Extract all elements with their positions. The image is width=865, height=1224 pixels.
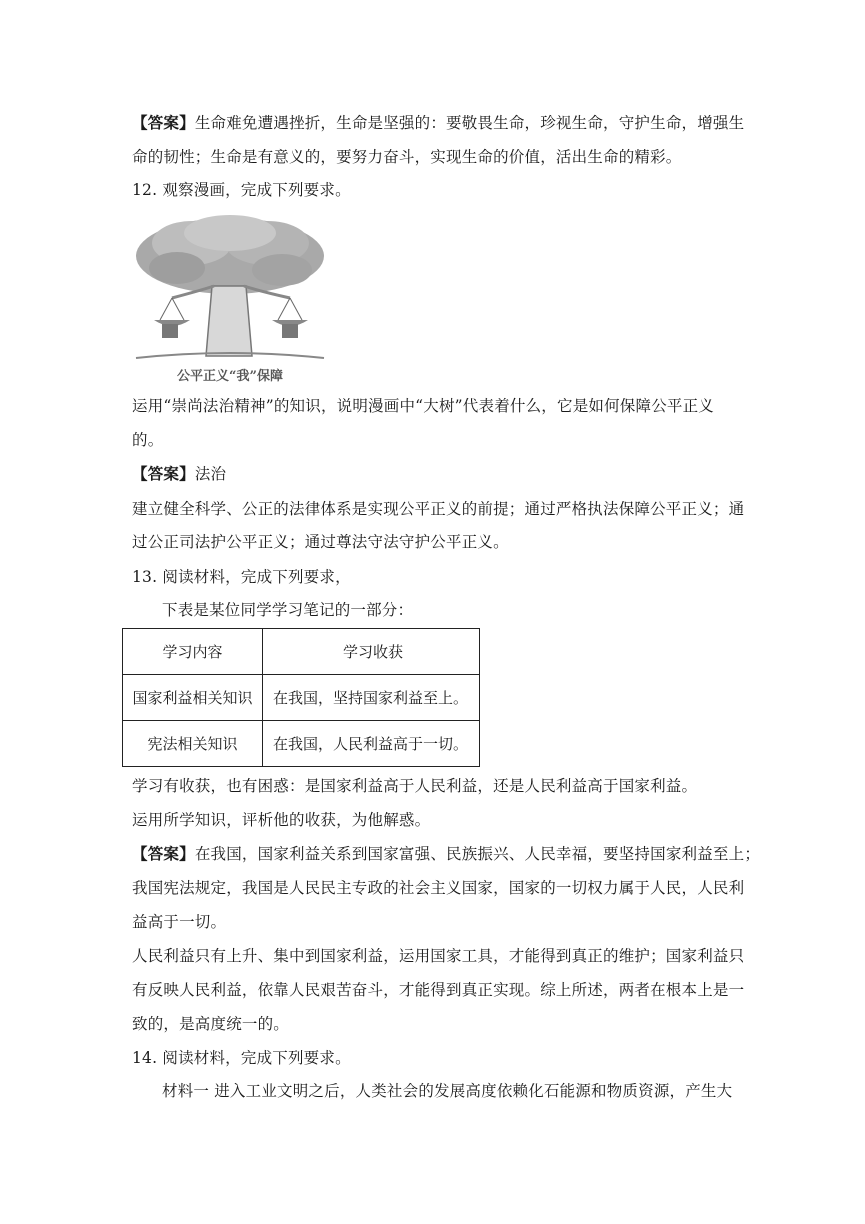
answer-tag: 【答案】 [132,113,195,132]
question-12-title: 12. 观察漫画，完成下列要求。 [132,181,351,199]
question-12-prompt-line-1: 运用“崇尚法治精神”的知识，说明漫画中“大树”代表着什么，它是如何保障公平正义 [132,397,714,415]
answer-13-line-2: 我国宪法规定，我国是人民民主专政的社会主义国家，国家的一切权力属于人民，人民利 [132,879,745,897]
table-header-cell: 学习收获 [263,629,480,675]
answer-13-line-4: 人民利益只有上升、集中到国家利益，运用国家工具，才能得到真正的维护；国家利益只 [132,947,745,965]
cartoon-caption: 公平正义“我”保障 [177,369,283,384]
table-cell: 在我国，人民利益高于一切。 [263,721,480,767]
question-13-intro: 下表是某位同学学习笔记的一部分： [162,601,414,619]
study-notes-table [122,628,480,767]
left-scale-icon [154,298,190,338]
answer-11-line-1 [132,113,745,133]
table-cell: 国家利益相关知识 [123,675,263,721]
answer-12-line-2: 过公正司法护公平正义；通过尊法守法守护公平正义。 [132,533,509,551]
answer-12-line-1: 建立健全科学、公正的法律体系是实现公平正义的前提；通过严格执法保障公平正义；通 [132,500,745,518]
right-scale-icon [272,298,308,338]
tree-canopy [136,215,324,294]
cartoon-illustration [132,208,328,386]
answer-tag: 【答案】 [132,464,195,483]
answer-12-head [132,464,737,484]
answer-11-line-2: 命的韧性；生命是有意义的，要努力奋斗，实现生命的价值，活出生命的精彩。 [132,148,682,166]
question-14-title: 14. 阅读材料，完成下列要求。 [132,1049,351,1067]
answer-text: 生命难免遭遇挫折，生命是坚强的：要敬畏生命，珍视生命，守护生命，增强生 [194,114,745,132]
table-header-row [123,629,480,675]
table-header-cell: 学习内容 [123,629,263,675]
table-row [123,721,480,767]
question-13-confusion: 学习有收获，也有困惑：是国家利益高于人民利益，还是人民利益高于国家利益。 [132,777,698,795]
question-14-material-1: 材料一 进入工业文明之后，人类社会的发展高度依赖化石能源和物质资源，产生大 [162,1082,733,1100]
table-cell: 在我国，坚持国家利益至上。 [263,675,480,721]
answer-13-line-1 [132,844,761,864]
answer-tag: 【答案】 [132,844,195,863]
answer-13-line-5: 有反映人民利益，依靠人民艰苦奋斗，才能得到真正实现。综上所述，两者在根本上是一 [132,981,745,999]
answer-text: 在我国，国家利益关系到国家富强、民族振兴、人民幸福，要坚持国家利益至上； [194,845,761,863]
tree-trunk [206,286,252,356]
question-13-task: 运用所学知识，评析他的收获，为他解惑。 [132,811,431,829]
table-row [123,675,480,721]
table-cell: 宪法相关知识 [123,721,263,767]
question-13-title: 13. 阅读材料，完成下列要求， [132,568,351,586]
answer-13-line-3: 益高于一切。 [132,913,227,931]
question-12-prompt-line-2: 的。 [132,431,164,449]
answer-text: 法治 [194,465,227,483]
answer-13-line-6: 致的，是高度统一的。 [132,1015,290,1033]
